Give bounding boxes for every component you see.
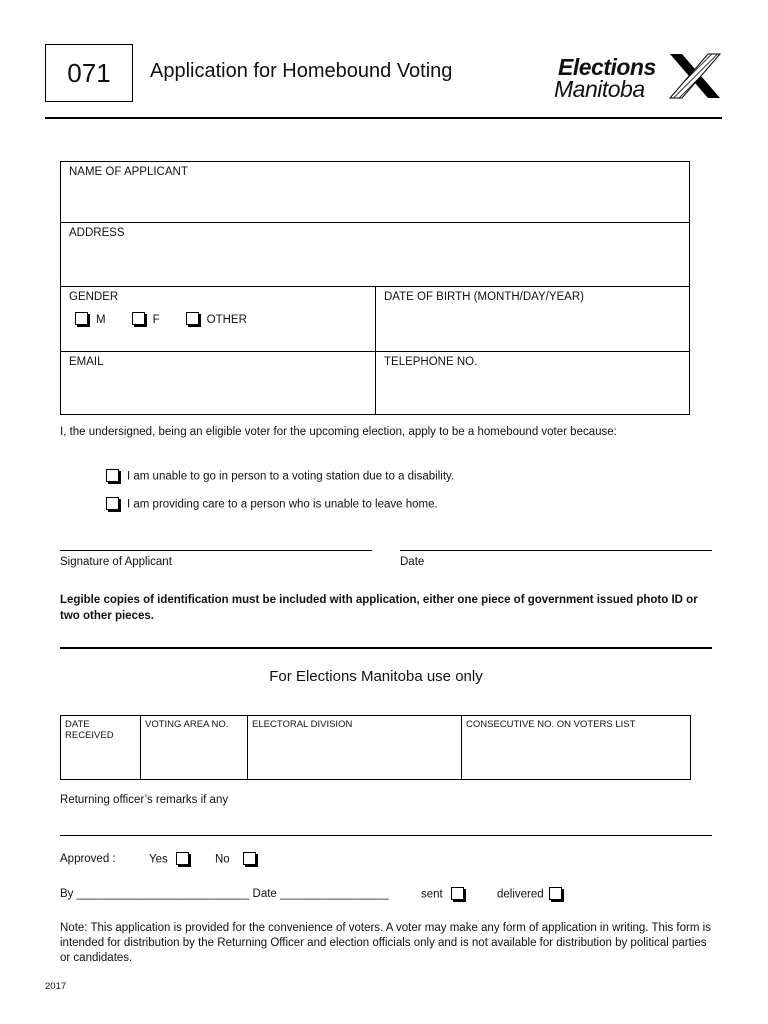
column-header: VOTING AREA NO. (145, 719, 229, 730)
ballot-x-icon (668, 52, 722, 100)
logo-text-elections: Elections (558, 54, 656, 80)
electoral-division-cell[interactable] (247, 716, 461, 779)
signature-date-line[interactable] (400, 550, 712, 551)
by-blank[interactable]: ___________________________ (76, 888, 250, 900)
checkbox-icon[interactable] (176, 852, 189, 865)
approved-label: Approved : (60, 853, 116, 865)
checkbox-icon[interactable] (106, 497, 119, 510)
remarks-label: Returning officer’s remarks if any (60, 794, 229, 806)
date-received-cell[interactable] (61, 716, 140, 779)
header-divider (45, 117, 722, 119)
column-header: CONSECUTIVE NO. ON VOTERS LIST (466, 719, 636, 730)
gender-label: GENDER (69, 291, 119, 303)
by-row (60, 888, 389, 900)
office-date-label: Date (252, 888, 277, 900)
checkbox-icon[interactable] (549, 887, 562, 900)
column-header: ELECTORAL DIVISION (252, 719, 353, 730)
signature-line[interactable] (60, 550, 372, 551)
id-notice: Legible copies of identification must be included with application, either one piece of government issued photo ID or two other pieces. (60, 594, 698, 622)
telephone-field[interactable] (375, 352, 689, 414)
office-use-title: For Elections Manitoba use only (269, 668, 483, 685)
elections-manitoba-logo (552, 52, 722, 102)
by-label: By (60, 888, 74, 900)
name-field[interactable] (61, 162, 689, 222)
form-number: 071 (67, 57, 111, 88)
voting-area-cell[interactable] (140, 716, 247, 779)
reason-caregiver[interactable]: I am providing care to a person who is unable to leave home. (106, 498, 438, 511)
gender-field (61, 287, 375, 351)
approved-yes[interactable]: Yes (149, 853, 197, 866)
checkbox-icon[interactable] (186, 312, 199, 325)
footer-year: 2017 (45, 981, 67, 992)
form-number-box (45, 44, 133, 102)
gender-option-m[interactable]: M (75, 313, 106, 326)
applicant-info-table (60, 161, 690, 415)
checkbox-icon[interactable] (75, 312, 88, 325)
gender-option-other[interactable]: OTHER (186, 313, 247, 326)
declaration-intro: I, the undersigned, being an eligible voter for the upcoming election, apply to be a homebound voter because: (60, 426, 617, 438)
column-header: DATE RECEIVED (65, 719, 114, 741)
signature-date-label: Date (400, 556, 425, 568)
email-label: EMAIL (69, 356, 104, 368)
approved-no[interactable]: No (215, 853, 264, 866)
logo-text-manitoba: Manitoba (554, 76, 645, 102)
address-field[interactable] (61, 223, 689, 286)
office-use-divider (60, 647, 712, 649)
reason-disability[interactable]: I am unable to go in person to a voting station due to a disability. (106, 470, 454, 483)
signature-label: Signature of Applicant (60, 556, 172, 568)
checkbox-icon[interactable] (106, 469, 119, 482)
form-title: Application for Homebound Voting (150, 60, 453, 82)
office-use-table (60, 715, 691, 780)
checkbox-icon[interactable] (243, 852, 256, 865)
email-field[interactable] (61, 352, 375, 414)
delivered-option[interactable]: delivered (497, 888, 570, 901)
gender-option-f[interactable]: F (132, 313, 160, 326)
date-of-birth-label: DATE OF BIRTH (MONTH/DAY/YEAR) (384, 291, 584, 303)
remarks-line[interactable] (60, 835, 712, 836)
sent-option[interactable]: sent (421, 888, 472, 901)
telephone-label: TELEPHONE NO. (384, 356, 478, 368)
date-of-birth-field[interactable] (375, 287, 689, 351)
checkbox-icon[interactable] (451, 887, 464, 900)
address-label: ADDRESS (69, 227, 125, 239)
distribution-note: Note: This application is provided for the convenience of voters. A voter may make any form of application in writing. This form is intended for distribution by the Returning Officer and election officials only and is not available for distribution by political parties or candidates. (60, 922, 711, 964)
consecutive-number-cell[interactable] (461, 716, 690, 779)
office-date-blank[interactable]: _________________ (280, 888, 389, 900)
checkbox-icon[interactable] (132, 312, 145, 325)
name-label: NAME OF APPLICANT (69, 166, 188, 178)
